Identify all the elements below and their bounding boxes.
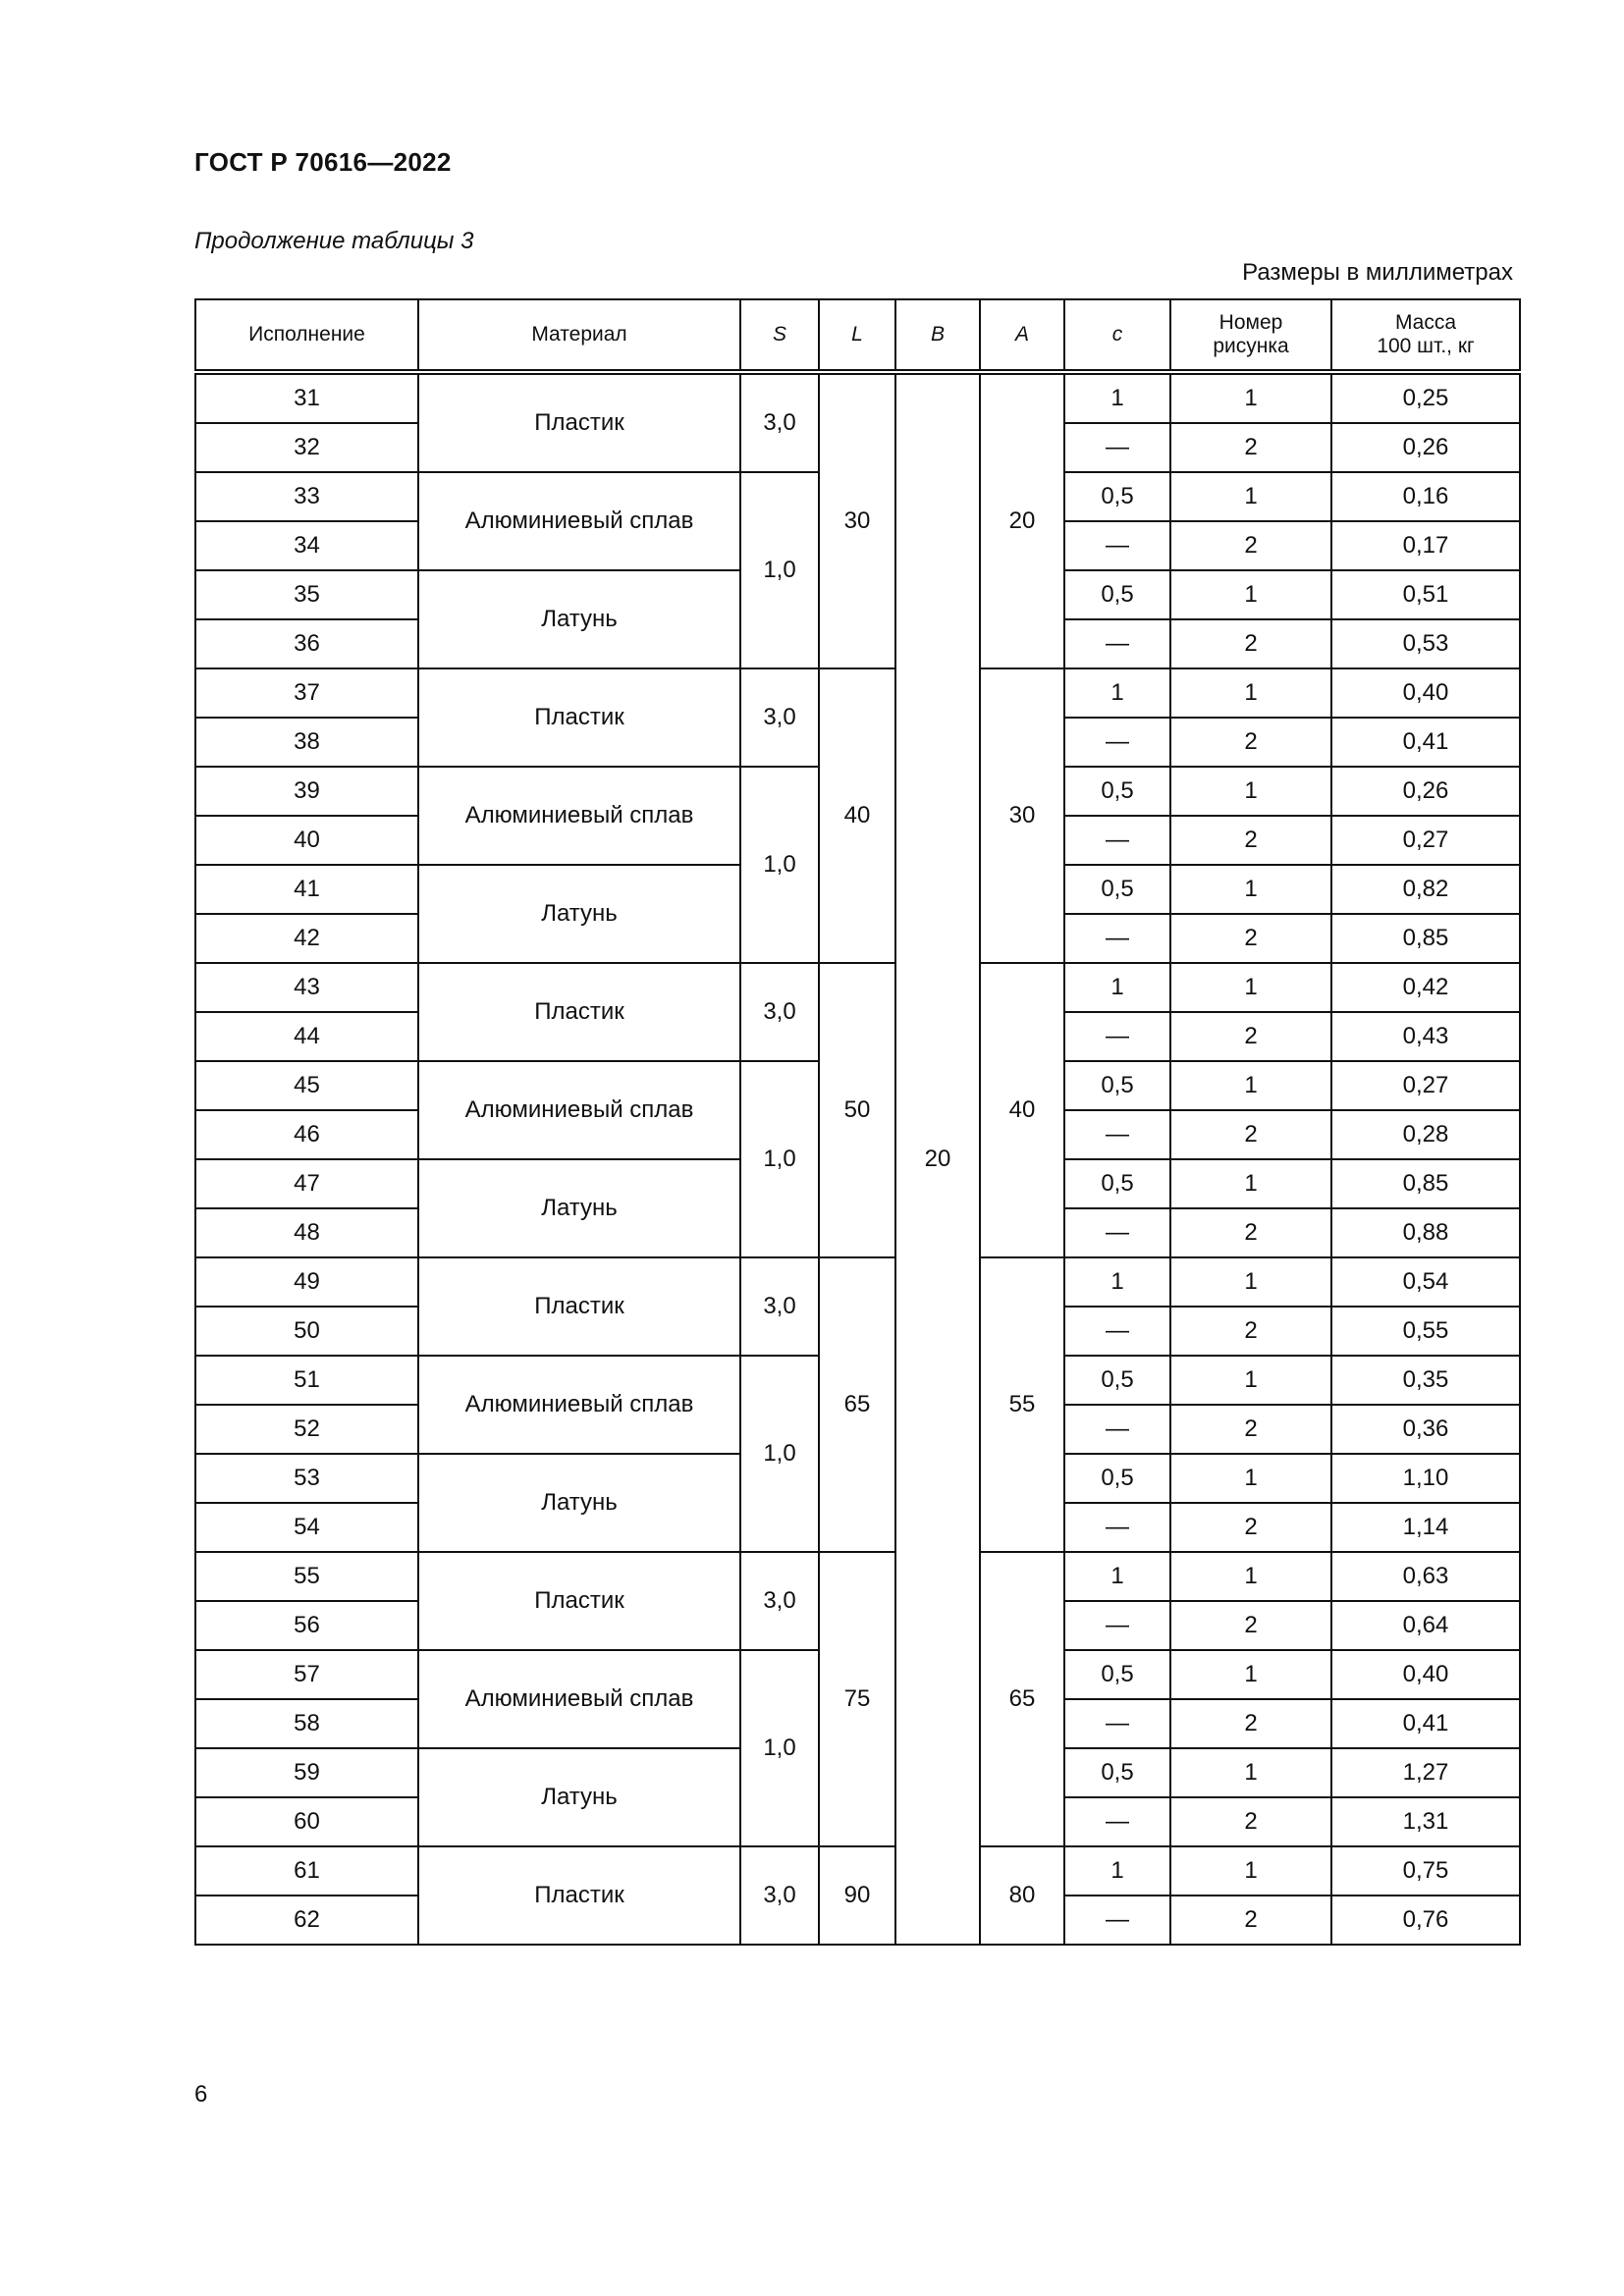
variant-cell: 60	[195, 1797, 418, 1846]
mass-cell: 0,63	[1331, 1552, 1520, 1601]
figure-number-cell: 1	[1170, 1552, 1331, 1601]
l-cell: 65	[819, 1257, 895, 1552]
mass-cell: 0,51	[1331, 570, 1520, 619]
header-material: Материал	[418, 299, 740, 372]
mass-cell: 0,36	[1331, 1405, 1520, 1454]
mass-cell: 0,43	[1331, 1012, 1520, 1061]
units-note: Размеры в миллиметрах	[1242, 259, 1513, 286]
figure-number-cell: 1	[1170, 1061, 1331, 1110]
figure-number-cell: 2	[1170, 1012, 1331, 1061]
c-cell: —	[1064, 1601, 1170, 1650]
material-cell: Пластик	[418, 963, 740, 1061]
l-cell: 90	[819, 1846, 895, 1945]
mass-cell: 0,35	[1331, 1356, 1520, 1405]
figure-number-cell: 2	[1170, 718, 1331, 767]
header-a: A	[980, 299, 1064, 372]
variant-cell: 54	[195, 1503, 418, 1552]
variant-cell: 61	[195, 1846, 418, 1896]
header-mass-line1: Масса	[1394, 311, 1457, 334]
figure-number-cell: 2	[1170, 1110, 1331, 1159]
mass-cell: 1,27	[1331, 1748, 1520, 1797]
figure-number-cell: 1	[1170, 767, 1331, 816]
table-body	[195, 372, 1520, 1945]
variant-cell: 36	[195, 619, 418, 668]
figure-number-cell: 2	[1170, 914, 1331, 963]
c-cell: —	[1064, 1012, 1170, 1061]
s-cell: 1,0	[740, 472, 819, 668]
variant-cell: 49	[195, 1257, 418, 1307]
header-mass-line2: 100 шт., кг	[1377, 335, 1475, 357]
figure-number-cell: 1	[1170, 1356, 1331, 1405]
variant-cell: 45	[195, 1061, 418, 1110]
mass-cell: 1,14	[1331, 1503, 1520, 1552]
s-cell: 1,0	[740, 767, 819, 963]
page-number: 6	[194, 2081, 208, 2108]
material-cell: Алюминиевый сплав	[418, 767, 740, 865]
mass-cell: 0,17	[1331, 521, 1520, 570]
c-cell: 1	[1064, 1257, 1170, 1307]
header-figure-line2: рисунка	[1213, 335, 1289, 357]
material-cell: Пластик	[418, 1552, 740, 1650]
c-cell: —	[1064, 1307, 1170, 1356]
c-cell: —	[1064, 619, 1170, 668]
variant-cell: 44	[195, 1012, 418, 1061]
variant-cell: 47	[195, 1159, 418, 1208]
specification-table	[194, 298, 1521, 1946]
mass-cell: 0,53	[1331, 619, 1520, 668]
c-cell: 0,5	[1064, 767, 1170, 816]
c-cell: —	[1064, 1208, 1170, 1257]
document-standard-header: ГОСТ Р 70616—2022	[194, 147, 452, 177]
mass-cell: 0,55	[1331, 1307, 1520, 1356]
figure-number-cell: 2	[1170, 1896, 1331, 1945]
figure-number-cell: 1	[1170, 1159, 1331, 1208]
c-cell: —	[1064, 718, 1170, 767]
variant-cell: 32	[195, 423, 418, 472]
mass-cell: 0,54	[1331, 1257, 1520, 1307]
c-cell: 0,5	[1064, 1356, 1170, 1405]
c-cell: 0,5	[1064, 1650, 1170, 1699]
material-cell: Латунь	[418, 570, 740, 668]
variant-cell: 52	[195, 1405, 418, 1454]
c-cell: 1	[1064, 668, 1170, 718]
material-cell: Алюминиевый сплав	[418, 472, 740, 570]
mass-cell: 1,10	[1331, 1454, 1520, 1503]
mass-cell: 0,26	[1331, 423, 1520, 472]
variant-cell: 42	[195, 914, 418, 963]
material-cell: Пластик	[418, 668, 740, 767]
variant-cell: 39	[195, 767, 418, 816]
figure-number-cell: 1	[1170, 1454, 1331, 1503]
figure-number-cell: 2	[1170, 619, 1331, 668]
table-row	[195, 372, 1520, 423]
mass-cell: 0,27	[1331, 1061, 1520, 1110]
a-cell: 40	[980, 963, 1064, 1257]
mass-cell: 0,42	[1331, 963, 1520, 1012]
figure-number-cell: 2	[1170, 1307, 1331, 1356]
variant-cell: 33	[195, 472, 418, 521]
material-cell: Алюминиевый сплав	[418, 1356, 740, 1454]
mass-cell: 0,85	[1331, 914, 1520, 963]
c-cell: 1	[1064, 1552, 1170, 1601]
mass-cell: 0,40	[1331, 668, 1520, 718]
variant-cell: 56	[195, 1601, 418, 1650]
mass-cell: 0,76	[1331, 1896, 1520, 1945]
header-l: L	[819, 299, 895, 372]
c-cell: 0,5	[1064, 1748, 1170, 1797]
variant-cell: 38	[195, 718, 418, 767]
figure-number-cell: 2	[1170, 1208, 1331, 1257]
header-mass	[1331, 299, 1520, 372]
c-cell: 1	[1064, 1846, 1170, 1896]
variant-cell: 35	[195, 570, 418, 619]
figure-number-cell: 2	[1170, 1405, 1331, 1454]
l-cell: 30	[819, 372, 895, 668]
header-b: B	[895, 299, 980, 372]
a-cell: 80	[980, 1846, 1064, 1945]
figure-number-cell: 1	[1170, 865, 1331, 914]
c-cell: —	[1064, 1110, 1170, 1159]
variant-cell: 53	[195, 1454, 418, 1503]
figure-number-cell: 1	[1170, 1257, 1331, 1307]
figure-number-cell: 1	[1170, 372, 1331, 423]
figure-number-cell: 1	[1170, 1846, 1331, 1896]
variant-cell: 50	[195, 1307, 418, 1356]
l-cell: 75	[819, 1552, 895, 1846]
variant-cell: 48	[195, 1208, 418, 1257]
material-cell: Пластик	[418, 1846, 740, 1945]
variant-cell: 40	[195, 816, 418, 865]
mass-cell: 0,27	[1331, 816, 1520, 865]
figure-number-cell: 1	[1170, 1748, 1331, 1797]
figure-number-cell: 2	[1170, 423, 1331, 472]
a-cell: 55	[980, 1257, 1064, 1552]
c-cell: —	[1064, 1503, 1170, 1552]
c-cell: —	[1064, 914, 1170, 963]
variant-cell: 37	[195, 668, 418, 718]
table-row	[195, 1552, 1520, 1601]
s-cell: 1,0	[740, 1650, 819, 1846]
mass-cell: 0,41	[1331, 1699, 1520, 1748]
c-cell: 0,5	[1064, 570, 1170, 619]
figure-number-cell: 2	[1170, 1699, 1331, 1748]
table-row	[195, 963, 1520, 1012]
c-cell: 1	[1064, 372, 1170, 423]
variant-cell: 57	[195, 1650, 418, 1699]
figure-number-cell: 1	[1170, 668, 1331, 718]
material-cell: Алюминиевый сплав	[418, 1650, 740, 1748]
c-cell: —	[1064, 1405, 1170, 1454]
table-row	[195, 668, 1520, 718]
variant-cell: 46	[195, 1110, 418, 1159]
header-figure-line1: Номер	[1218, 311, 1283, 334]
variant-cell: 55	[195, 1552, 418, 1601]
mass-cell: 0,28	[1331, 1110, 1520, 1159]
header-s: S	[740, 299, 819, 372]
mass-cell: 0,82	[1331, 865, 1520, 914]
l-cell: 50	[819, 963, 895, 1257]
mass-cell: 0,88	[1331, 1208, 1520, 1257]
material-cell: Алюминиевый сплав	[418, 1061, 740, 1159]
c-cell: 0,5	[1064, 865, 1170, 914]
material-cell: Пластик	[418, 1257, 740, 1356]
c-cell: —	[1064, 1699, 1170, 1748]
c-cell: 1	[1064, 963, 1170, 1012]
variant-cell: 51	[195, 1356, 418, 1405]
variant-cell: 41	[195, 865, 418, 914]
figure-number-cell: 2	[1170, 1601, 1331, 1650]
figure-number-cell: 2	[1170, 521, 1331, 570]
figure-number-cell: 1	[1170, 1650, 1331, 1699]
mass-cell: 0,25	[1331, 372, 1520, 423]
c-cell: 0,5	[1064, 1061, 1170, 1110]
table-continuation-caption: Продолжение таблицы 3	[194, 228, 474, 254]
c-cell: —	[1064, 1797, 1170, 1846]
material-cell: Латунь	[418, 865, 740, 963]
s-cell: 3,0	[740, 1552, 819, 1650]
s-cell: 1,0	[740, 1061, 819, 1257]
material-cell: Пластик	[418, 372, 740, 472]
s-cell: 3,0	[740, 1257, 819, 1356]
variant-cell: 59	[195, 1748, 418, 1797]
c-cell: 0,5	[1064, 1159, 1170, 1208]
c-cell: 0,5	[1064, 472, 1170, 521]
header-figure-number	[1170, 299, 1331, 372]
variant-cell: 43	[195, 963, 418, 1012]
a-cell: 65	[980, 1552, 1064, 1846]
figure-number-cell: 2	[1170, 1797, 1331, 1846]
variant-cell: 34	[195, 521, 418, 570]
c-cell: 0,5	[1064, 1454, 1170, 1503]
variant-cell: 62	[195, 1896, 418, 1945]
variant-cell: 58	[195, 1699, 418, 1748]
s-cell: 3,0	[740, 372, 819, 472]
mass-cell: 0,75	[1331, 1846, 1520, 1896]
mass-cell: 1,31	[1331, 1797, 1520, 1846]
table-row	[195, 1846, 1520, 1896]
figure-number-cell: 1	[1170, 472, 1331, 521]
s-cell: 3,0	[740, 668, 819, 767]
s-cell: 3,0	[740, 963, 819, 1061]
l-cell: 40	[819, 668, 895, 963]
mass-cell: 0,41	[1331, 718, 1520, 767]
figure-number-cell: 2	[1170, 1503, 1331, 1552]
b-cell: 20	[895, 372, 980, 1945]
mass-cell: 0,64	[1331, 1601, 1520, 1650]
material-cell: Латунь	[418, 1454, 740, 1552]
header-c: c	[1064, 299, 1170, 372]
c-cell: —	[1064, 1896, 1170, 1945]
material-cell: Латунь	[418, 1159, 740, 1257]
mass-cell: 0,40	[1331, 1650, 1520, 1699]
mass-cell: 0,85	[1331, 1159, 1520, 1208]
header-variant: Исполнение	[195, 299, 418, 372]
variant-cell: 31	[195, 372, 418, 423]
c-cell: —	[1064, 521, 1170, 570]
figure-number-cell: 1	[1170, 570, 1331, 619]
material-cell: Латунь	[418, 1748, 740, 1846]
c-cell: —	[1064, 816, 1170, 865]
a-cell: 30	[980, 668, 1064, 963]
figure-number-cell: 1	[1170, 963, 1331, 1012]
figure-number-cell: 2	[1170, 816, 1331, 865]
a-cell: 20	[980, 372, 1064, 668]
mass-cell: 0,26	[1331, 767, 1520, 816]
table-row	[195, 1257, 1520, 1307]
mass-cell: 0,16	[1331, 472, 1520, 521]
c-cell: —	[1064, 423, 1170, 472]
s-cell: 1,0	[740, 1356, 819, 1552]
s-cell: 3,0	[740, 1846, 819, 1945]
table-header-row	[195, 299, 1520, 372]
